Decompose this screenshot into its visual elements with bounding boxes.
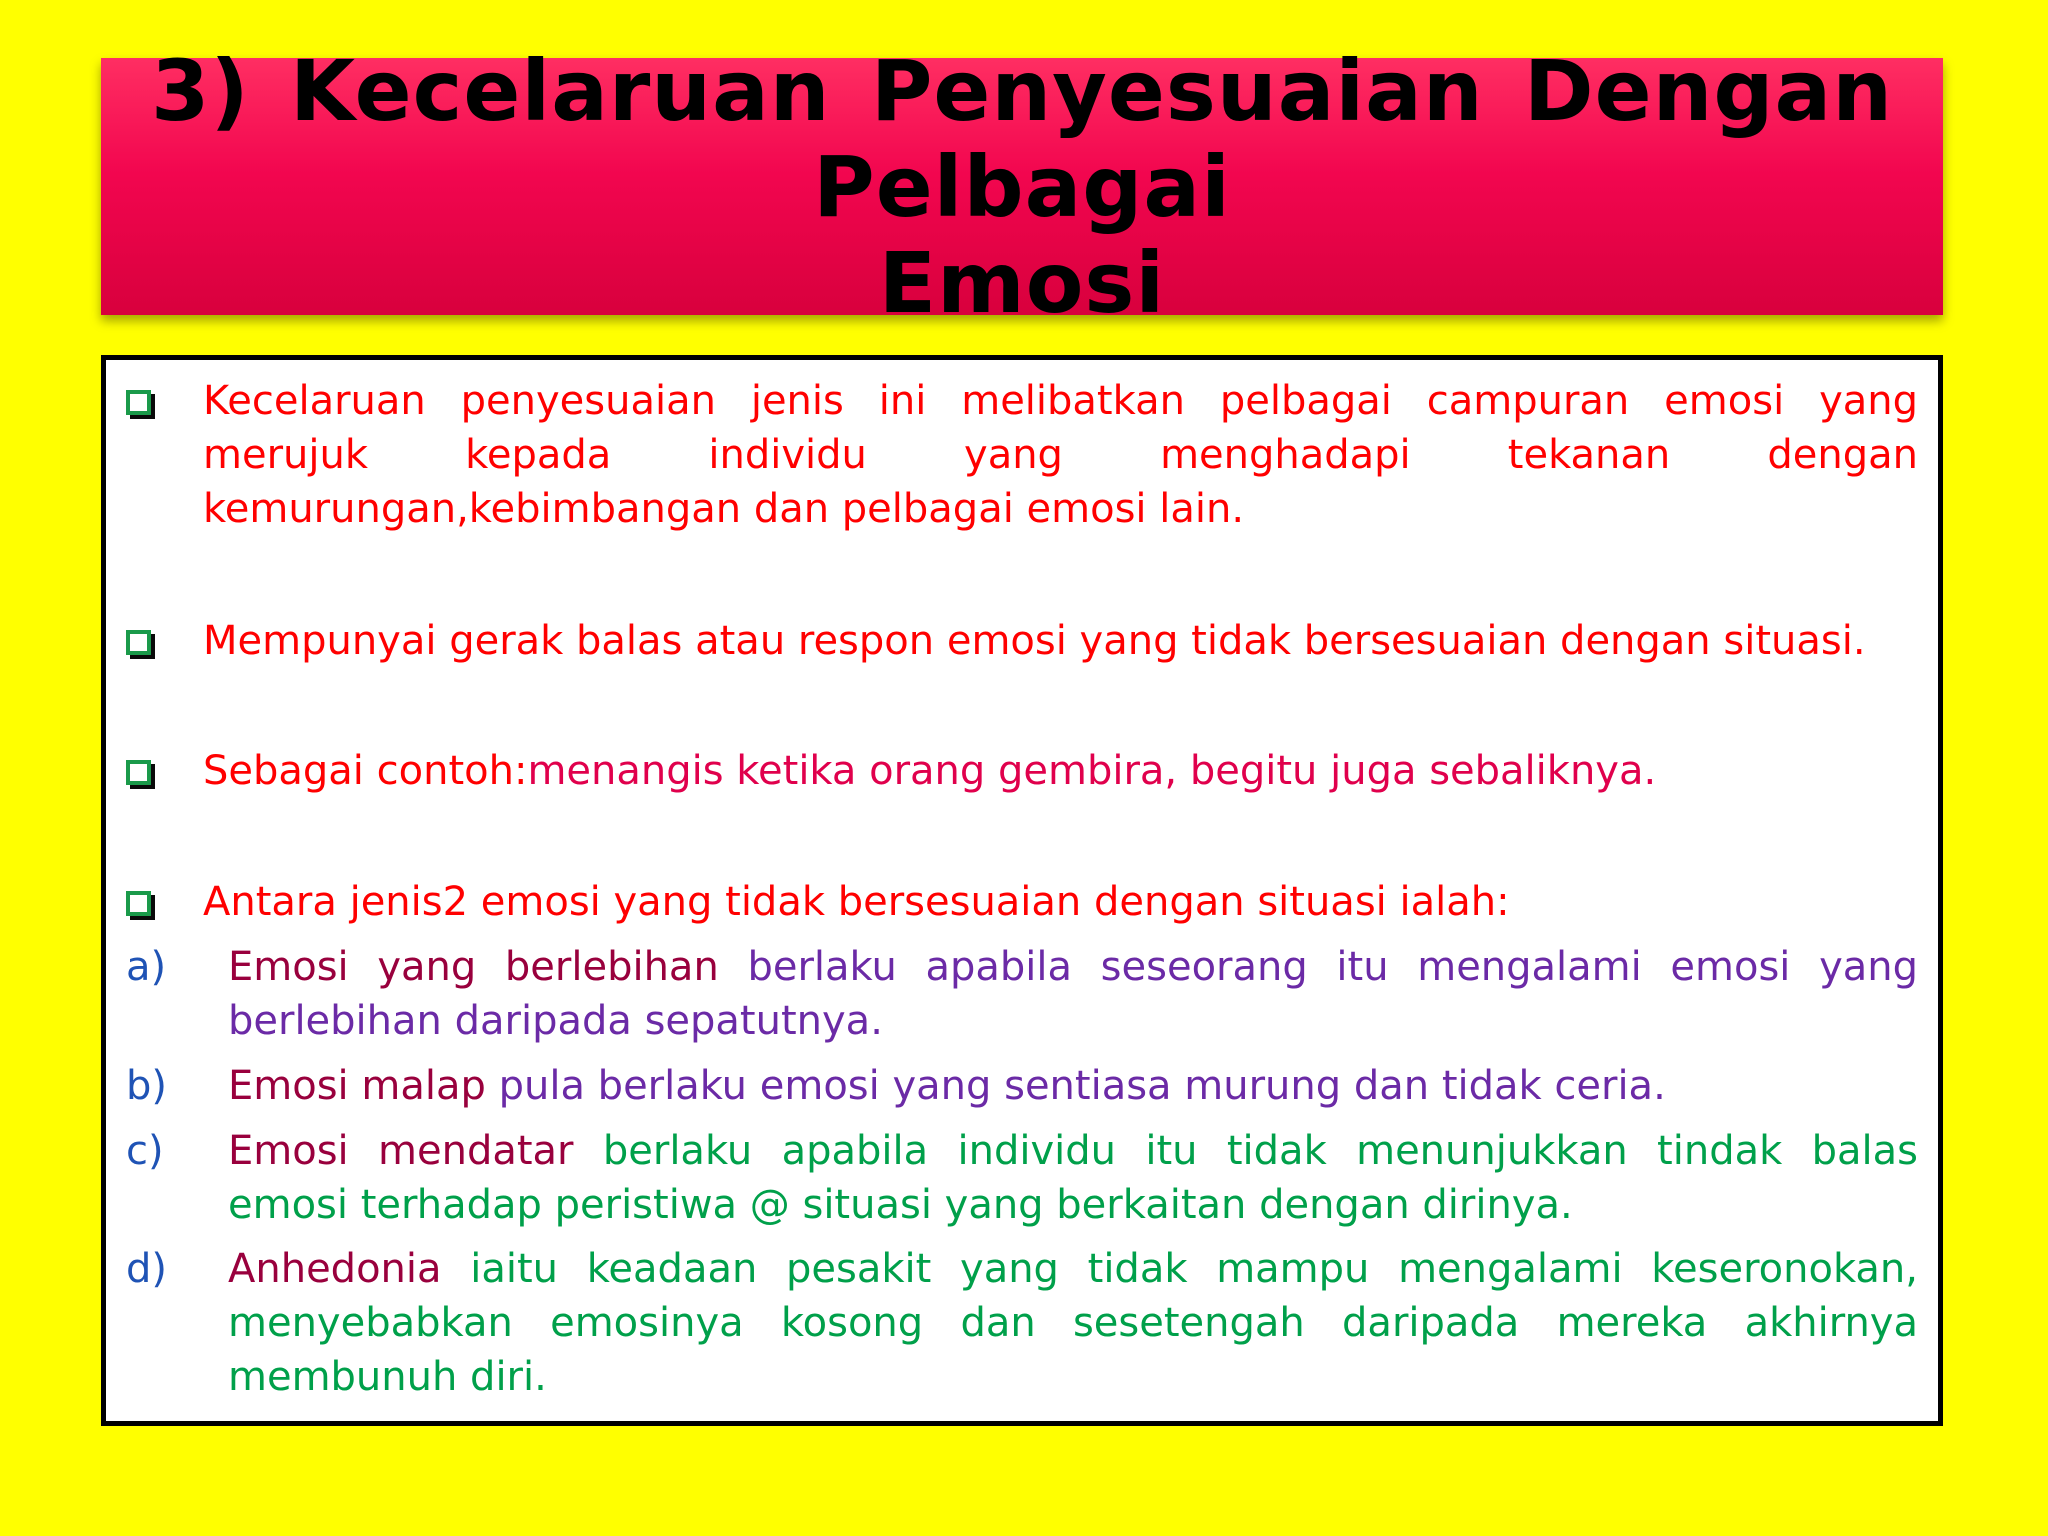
list-item-b xyxy=(126,1059,1918,1113)
list-item-c xyxy=(126,1124,1918,1232)
slide-title-line-1: 3) Kecelaruan Penyesuaian Dengan Pelbagai xyxy=(150,41,1894,236)
list-c-term: Emosi mendatar xyxy=(228,1128,574,1174)
list-a-term: Emosi yang berlebihan xyxy=(228,944,719,990)
bullet-1-line-1: Kecelaruan penyesuaian jenis ini melibatkan pelbagai campuran emosi yang xyxy=(203,378,1918,424)
bullet-2-text: Mempunyai gerak balas atau respon emosi yang tidak bersesuaian dengan situasi. xyxy=(203,618,1866,664)
list-a-text-line-1: berlaku apabila seseorang itu mengalami emosi yang xyxy=(747,944,1918,990)
list-marker-b: b) xyxy=(126,1063,167,1109)
bullet-1-line-2: merujuk kepada individu yang menghadapi tekanan dengan xyxy=(203,432,1918,478)
list-item-a xyxy=(126,940,1918,1048)
bullet-4-text: Antara jenis2 emosi yang tidak bersesuaian dengan situasi ialah: xyxy=(203,879,1510,925)
slide-title-line-2: Emosi xyxy=(878,233,1166,332)
bullet-3-lead: Sebagai contoh: xyxy=(203,748,528,794)
list-c-text-line-1: berlaku apabila individu itu tidak menunjukkan tindak balas xyxy=(602,1128,1918,1174)
checkbox-icon xyxy=(126,760,151,785)
slide-title xyxy=(101,43,1943,331)
list-item-d xyxy=(126,1242,1918,1404)
list-marker-c: c) xyxy=(126,1128,164,1174)
bullet-item-3 xyxy=(126,744,1918,798)
bullet-1-line-3: kemurungan,kebimbangan dan pelbagai emosi lain. xyxy=(203,486,1245,532)
bullet-item-2 xyxy=(126,614,1918,668)
title-banner xyxy=(101,41,1943,332)
list-b-term: Emosi malap xyxy=(228,1063,486,1109)
bullet-3-text: menangis ketika orang gembira, begitu juga sebaliknya. xyxy=(527,748,1657,794)
list-marker-d: d) xyxy=(126,1246,167,1292)
list-d-text-line-2: menyebabkan emosinya kosong dan sesetengah daripada mereka akhirnya xyxy=(228,1300,1918,1346)
bullet-item-1 xyxy=(126,374,1918,536)
list-c-text-line-2: emosi terhadap peristiwa @ situasi yang berkaitan dengan dirinya. xyxy=(228,1182,1573,1228)
content-box xyxy=(101,355,1943,1426)
list-d-text-line-1: iaitu keadaan pesakit yang tidak mampu mengalami keseronokan, xyxy=(470,1246,1918,1292)
list-a-text-line-2: berlebihan daripada sepatutnya. xyxy=(228,998,883,1044)
list-marker-a: a) xyxy=(126,944,167,990)
checkbox-icon xyxy=(126,630,151,655)
list-d-term: Anhedonia xyxy=(228,1246,442,1292)
bullet-item-4 xyxy=(126,875,1918,929)
list-b-text: pula berlaku emosi yang sentiasa murung dan tidak ceria. xyxy=(498,1063,1666,1109)
checkbox-icon xyxy=(126,891,151,916)
list-d-text-line-3: membunuh diri. xyxy=(228,1354,547,1400)
checkbox-icon xyxy=(126,390,151,415)
